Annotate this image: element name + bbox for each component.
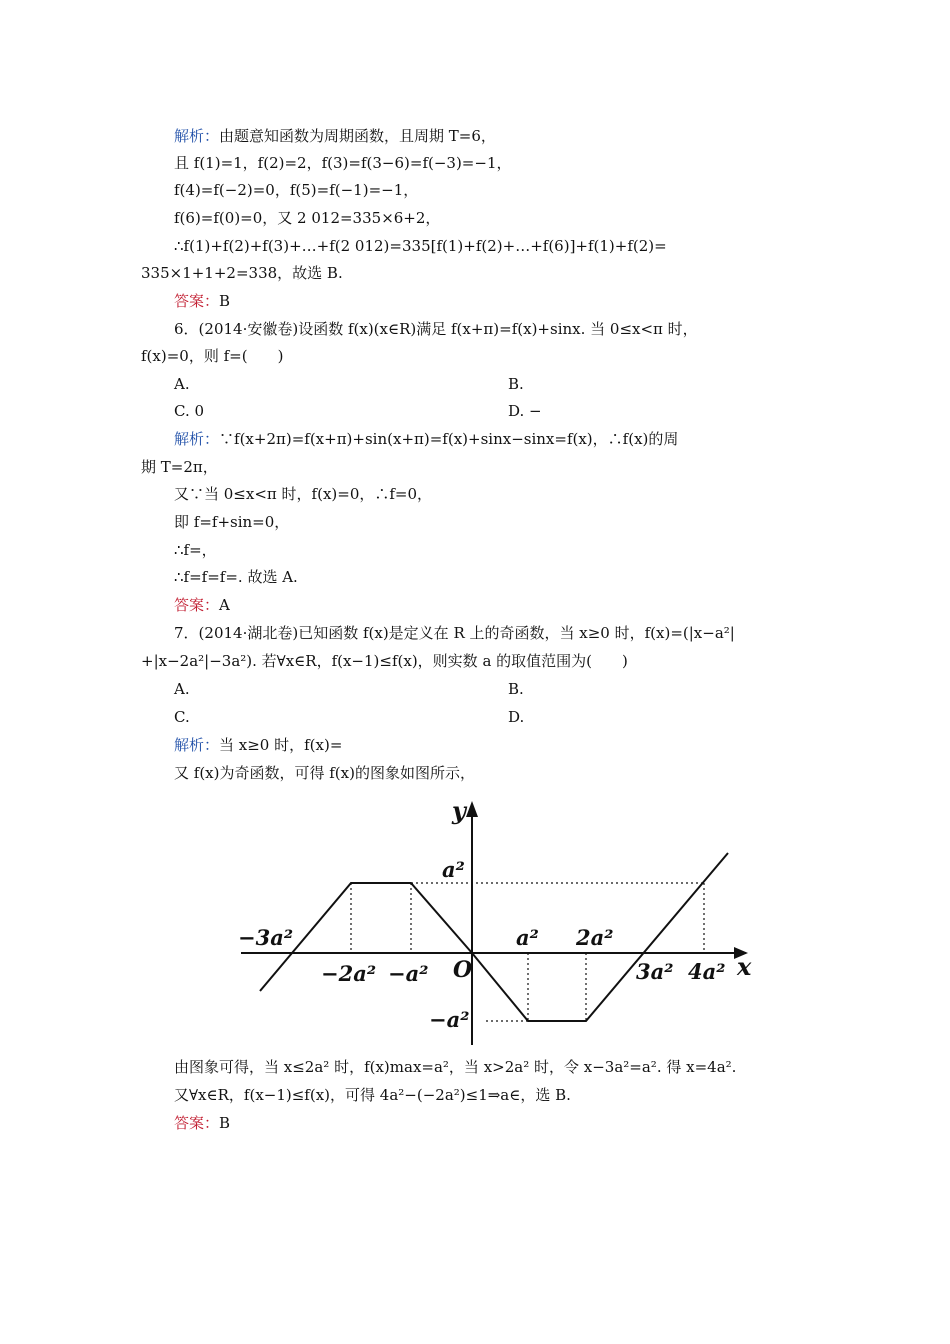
q7-analysis-line-2: 又 f(x)为奇函数，可得 f(x)的图象如图所示， [174,764,475,782]
analysis-line-4: f(6)=f(0)=0，又 2 012=335×6+2， [174,209,441,227]
q6-analysis-line-4: 即 f=f+sin=0， [174,513,290,531]
analysis-text: 当 x≥0 时，f(x)= [219,736,343,754]
q7-stem-1: 7．(2014·湖北卷)已知函数 f(x)是定义在 R 上的奇函数，当 x≥0 时，f(x)=(|x−a²| [174,624,735,642]
q6-analysis-line-2: 期 T=2π， [141,458,218,476]
answer-label: 答案： [174,292,220,310]
analysis-text: ∵f(x+2π)=f(x+π)+sin(x+π)=f(x)+sinx−sinx=f(x)，∴f(x)的周 [219,430,679,448]
label-4a2: 4a² [688,959,726,984]
q7-option-d: D. [508,708,525,726]
analysis-line-5: ∴f(1)+f(2)+f(3)+…+f(2 012)=335[f(1)+f(2)+…+f(6)]+f(1)+f(2)= [174,237,667,255]
answer-value: B [219,292,231,310]
answer-value: A [219,596,230,614]
answer-label: 答案： [174,1114,220,1132]
analysis-label: 解析： [174,127,220,145]
label-a2-top: a² [442,857,465,882]
analysis-line-6: 335×1+1+2=338，故选 B. [141,264,343,282]
label-neg-3a2: −3a² [238,925,294,950]
q7-answer-line [174,1113,230,1133]
answer-label: 答案： [174,596,220,614]
q7-analysis-line-3: 由图象可得，当 x≤2a² 时，f(x)max=a²，当 x>2a² 时，令 x−3a²=a². 得 x=4a². [174,1058,737,1076]
function-graph [236,795,756,1055]
q6-analysis-line-6: ∴f=f=f=. 故选 A. [174,568,298,586]
analysis-text: 由题意知函数为周期函数，且周期 T=6， [219,127,496,145]
label-neg-a2: −a² [388,961,429,986]
origin-label: O [453,957,473,983]
q7-analysis-line-1 [174,735,342,755]
y-axis-label: y [452,796,466,825]
answer-line [174,291,230,311]
q6-analysis-line-5: ∴f=， [174,541,217,559]
q6-analysis-line-3: 又∵当 0≤x<π 时，f(x)=0，∴f=0， [174,485,433,503]
q6-stem-2: f(x)=0，则 f=( ) [141,347,284,365]
q7-option-c: C. [174,708,190,726]
q6-analysis-line-1 [174,429,678,449]
analysis-line-2: 且 f(1)=1，f(2)=2，f(3)=f(3−6)=f(−3)=−1， [174,154,512,172]
q6-option-d: D. − [508,402,542,420]
q7-stem-2: +|x−2a²|−3a²). 若∀x∈R，f(x−1)≤f(x)，则实数 a 的取值范围为( ) [141,652,628,670]
q6-option-a: A. [174,375,190,393]
q6-option-c: C. 0 [174,402,205,420]
function-curve [260,853,728,1021]
analysis-label: 解析： [174,736,220,754]
analysis-line-3: f(4)=f(−2)=0，f(5)=f(−1)=−1， [174,181,419,199]
label-3a2: 3a² [636,959,674,984]
answer-value: B [219,1114,231,1132]
label-neg-2a2: −2a² [321,961,377,986]
q7-option-b: B. [508,680,524,698]
q6-answer-line [174,595,230,615]
q6-option-b: B. [508,375,524,393]
q7-analysis-line-4: 又∀x∈R，f(x−1)≤f(x)，可得 4a²−(−2a²)≤1⇒a∈，选 B. [174,1086,571,1104]
x-axis-label: x [737,952,752,981]
y-axis-arrow-icon [466,801,478,817]
analysis-line-1 [174,126,496,146]
label-a2: a² [516,925,539,950]
label-neg-a2-y: −a² [429,1007,470,1032]
analysis-label: 解析： [174,430,220,448]
q6-stem-1: 6．(2014·安徽卷)设函数 f(x)(x∈R)满足 f(x+π)=f(x)+sinx. 当 0≤x<π 时， [174,320,698,338]
q7-option-a: A. [174,680,190,698]
label-2a2: 2a² [576,925,614,950]
